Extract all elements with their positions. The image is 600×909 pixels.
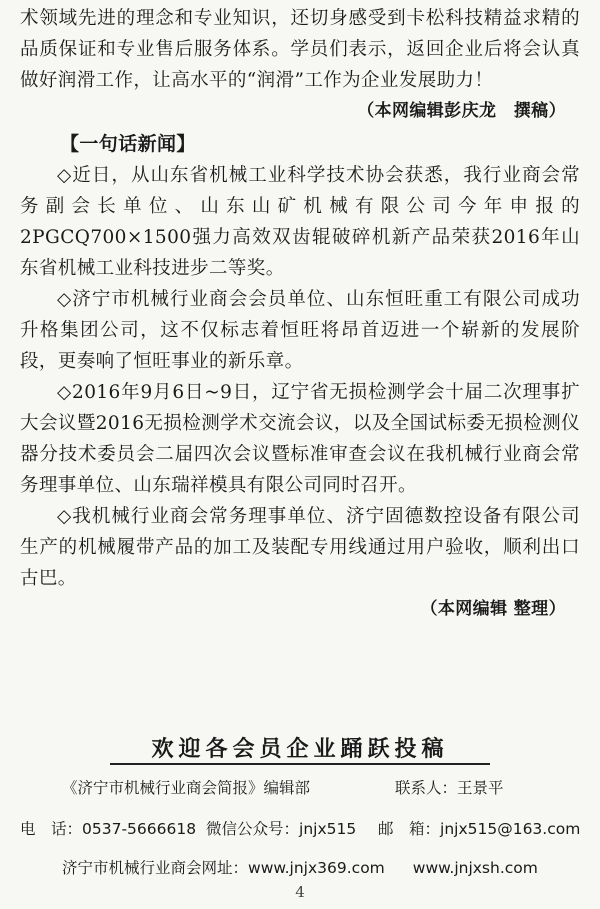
contact-label: 联系人： — [395, 779, 458, 797]
wechat — [206, 817, 356, 839]
website-url-2: www.jnjxsh.com — [412, 859, 538, 877]
wechat-label: 微信公众号： — [206, 820, 300, 838]
news-item: ◇2016年9月6日~9日，辽宁省无损检测学会十届二次理事扩大会议暨2016无损检测学术交流会议，以及全国试标委无损检测仪器分技术委员会二届四次会议暨标准审查会议在我机械行业商会常务理事单位、山东瑞祥模具有限公司同时召开。 — [20, 382, 580, 496]
news-item: ◇济宁市机械行业商会会员单位、山东恒旺重工有限公司成功升格集团公司，这不仅标志着恒旺将昂首迈进一个崭新的发展阶段，更奏响了恒旺事业的新乐章。 — [20, 289, 580, 372]
contact — [395, 776, 504, 798]
news-item: ◇近日，从山东省机械工业科学技术协会获悉，我行业商会常务副会长单位、山东山矿机械有限公司今年申报的2PGCQ700×1500强力高效双齿辊破碎机新产品荣获2016年山东省机械工业科技进步二等奖。 — [20, 165, 580, 279]
section-title: 【一句话新闻】 — [60, 133, 196, 155]
phone-number: 0537-5666618 — [82, 820, 197, 838]
byline-author: （本网编辑彭庆龙 撰稿） — [357, 101, 566, 121]
phone — [20, 817, 196, 839]
article-body — [20, 3, 580, 625]
wechat-id: jnjx515 — [299, 820, 357, 838]
page-number: 4 — [295, 883, 305, 901]
continued-paragraph: 术领域先进的理念和专业知识，还切身感受到卡松科技精益求精的品质保证和专业售后服务体系。学员们表示，返回企业后将会认真做好润滑工作，让高水平的“润滑”工作为企业发展助力！ — [20, 8, 580, 91]
website-line — [62, 856, 538, 878]
news-item: ◇我机械行业商会常务理事单位、济宁固德数控设备有限公司生产的机械履带产品的加工及装配专用线通过用户验收，顺利出口古巴。 — [20, 506, 580, 589]
email — [378, 817, 580, 839]
website-url-1: www.jnjx369.com — [248, 859, 385, 877]
byline-editor: （本网编辑 整理） — [420, 599, 566, 619]
email-address: jnjx515@163.com — [440, 820, 581, 838]
contact-name: 王景平 — [457, 779, 504, 797]
phone-label: 电 话： — [20, 820, 83, 838]
submission-call-title: 欢迎各会员企业踊跃投稿 — [151, 737, 449, 762]
editorial-office: 《济宁市机械行业商会简报》编辑部 — [62, 779, 311, 797]
email-label: 邮 箱： — [378, 820, 441, 838]
title-underline — [110, 763, 490, 765]
website-label: 济宁市机械行业商会网址： — [62, 859, 249, 877]
